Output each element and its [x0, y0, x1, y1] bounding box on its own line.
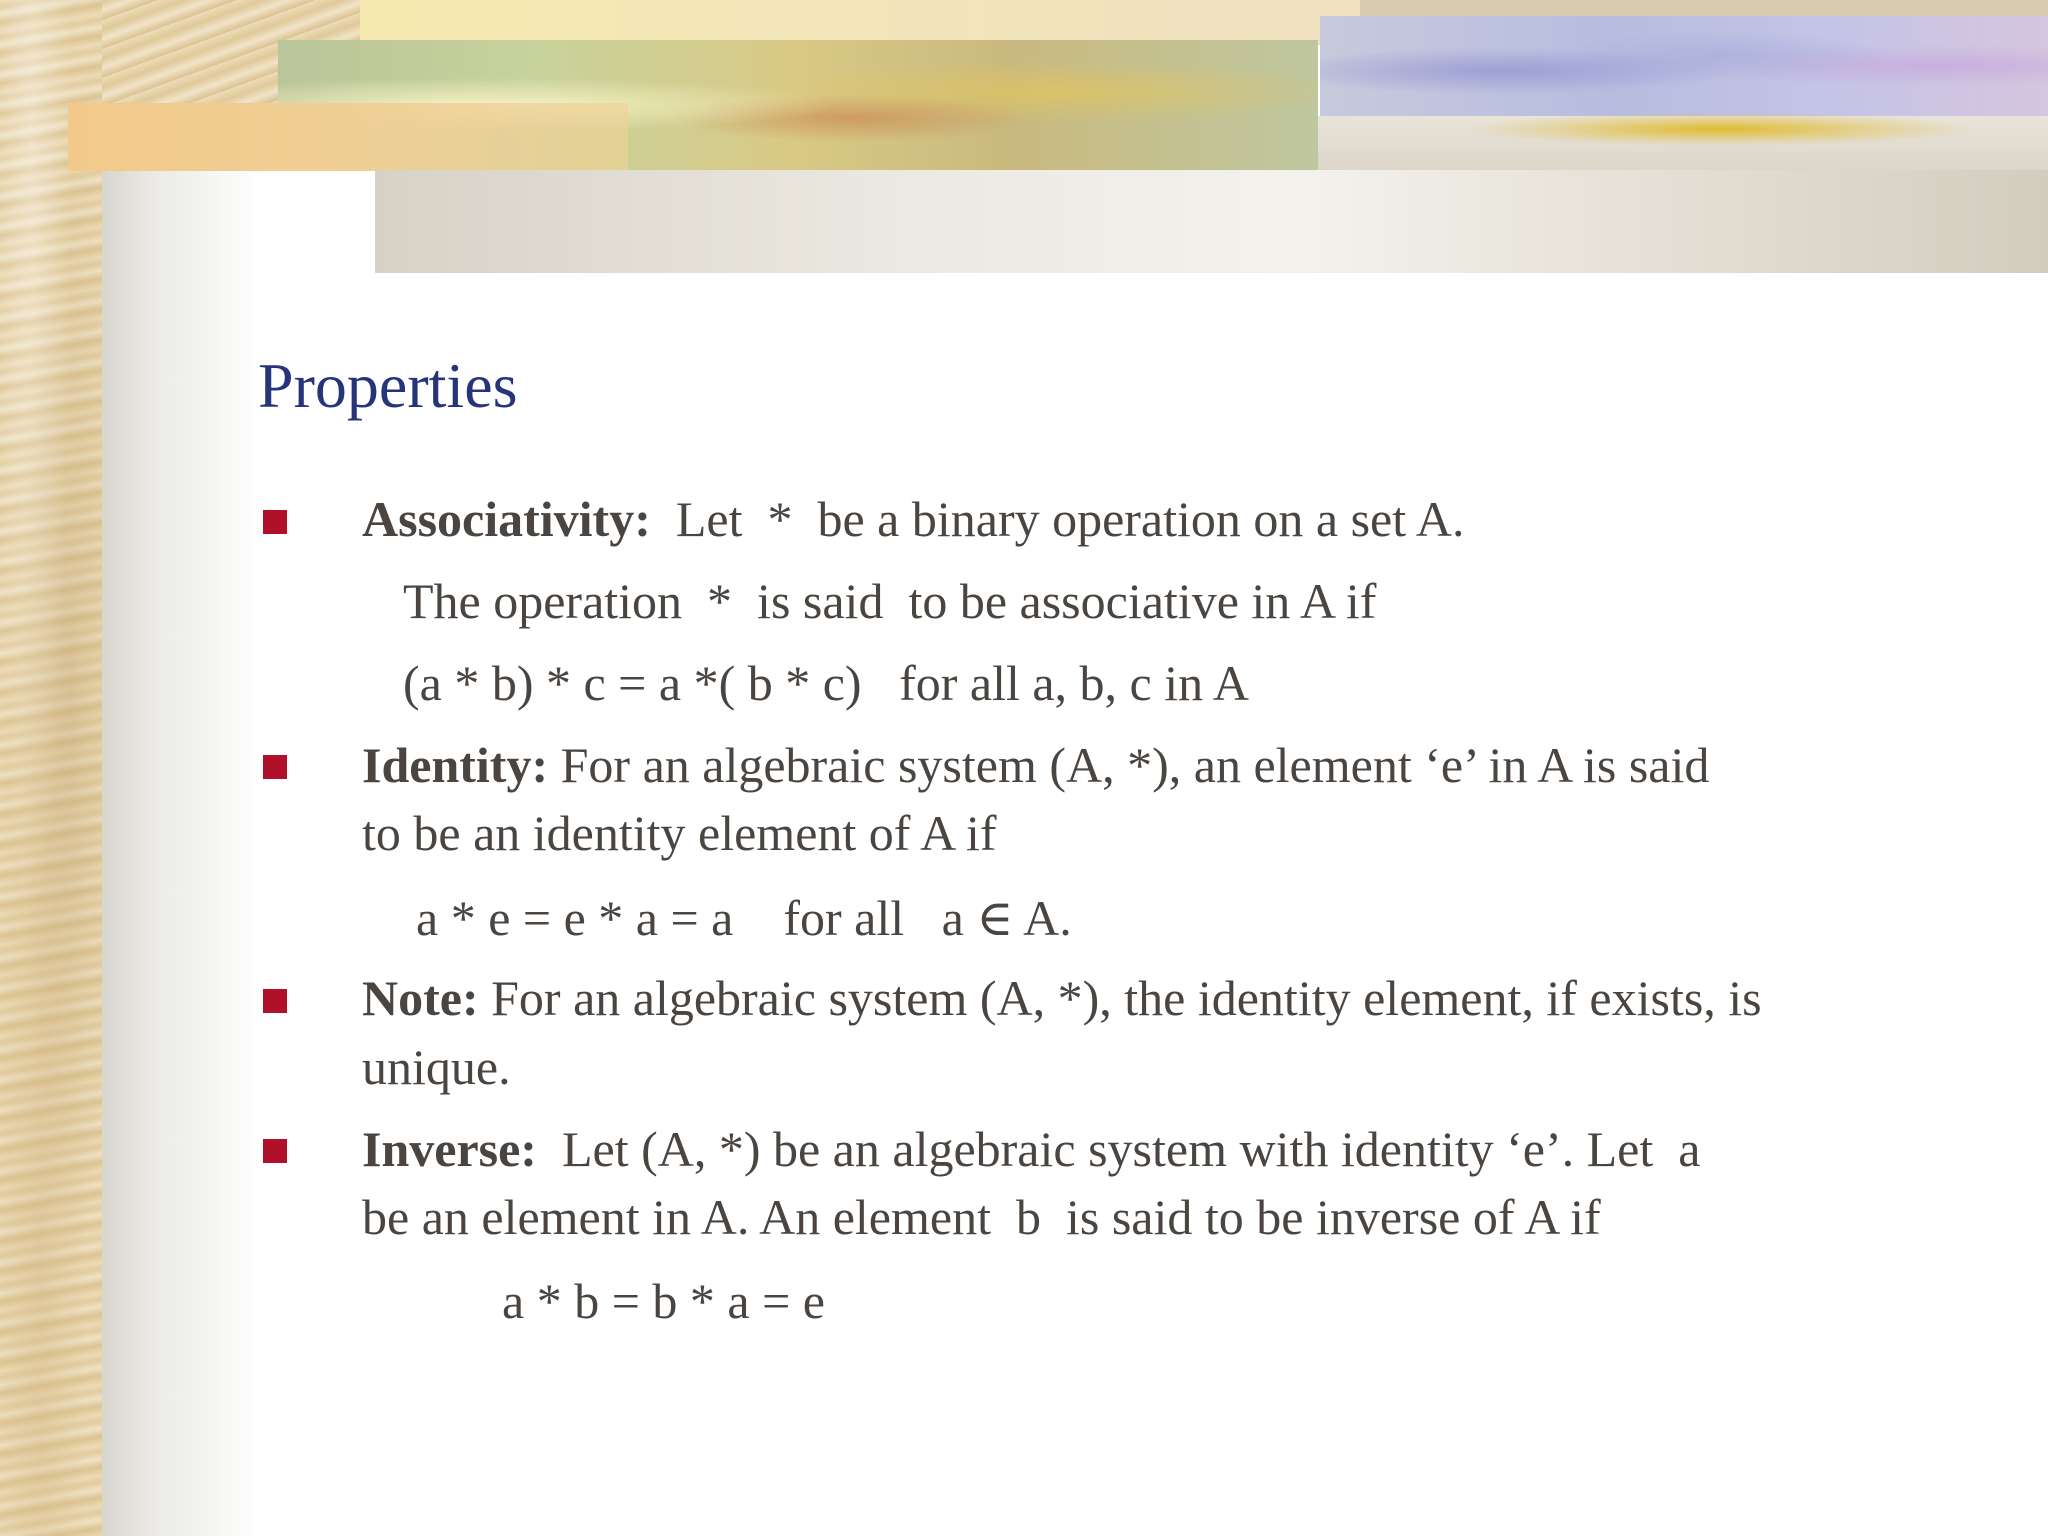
note-text-1: For an algebraic system (A, *), the identity element, if exists, is: [478, 970, 1762, 1026]
note-line-2: unique.: [362, 1039, 511, 1095]
note-term: Note:: [362, 970, 479, 1026]
associativity-term: Associativity:: [362, 491, 651, 547]
associativity-line-1: [362, 491, 1465, 547]
banner-gray-bar: [375, 170, 2048, 273]
bullet-marker-identity: [263, 755, 287, 779]
identity-formula: a * e = e * a = a for all a ∈ A.: [416, 890, 1072, 946]
bullet-marker-associativity: [263, 510, 287, 534]
parchment-left-strip: [0, 0, 102, 1536]
inverse-line-2: be an element in A. An element b is said to be inverse of A if: [362, 1189, 1601, 1245]
banner-orange-strip: [68, 103, 628, 171]
identity-line-1: [362, 737, 1710, 793]
inverse-term: Inverse:: [362, 1121, 537, 1177]
inverse-line-1: [362, 1121, 1701, 1177]
left-shadow-fade: [102, 170, 262, 1536]
identity-term: Identity:: [362, 737, 549, 793]
bullet-marker-inverse: [263, 1139, 287, 1163]
associativity-line-2: The operation * is said to be associative in A if: [403, 573, 1377, 629]
slide-title: Properties: [258, 350, 518, 421]
associativity-formula: (a * b) * c = a *( b * c) for all a, b, c in A: [403, 655, 1249, 711]
banner-gold-streak: [1460, 112, 1980, 146]
inverse-text-1: Let (A, *) be an algebraic system with identity ‘e’. Let a: [536, 1121, 1701, 1177]
identity-line-2: to be an identity element of A if: [362, 805, 997, 861]
banner-blue-stones-image: [1320, 16, 2048, 116]
note-line-1: [362, 970, 1762, 1026]
identity-text-1: For an algebraic system (A, *), an element ‘e’ in A is said: [548, 737, 1710, 793]
bullet-marker-note: [263, 989, 287, 1013]
inverse-formula: a * b = b * a = e: [502, 1273, 825, 1329]
banner-top-strip: [360, 0, 1360, 45]
associativity-text-1: Let * be a binary operation on a set A.: [650, 491, 1465, 547]
